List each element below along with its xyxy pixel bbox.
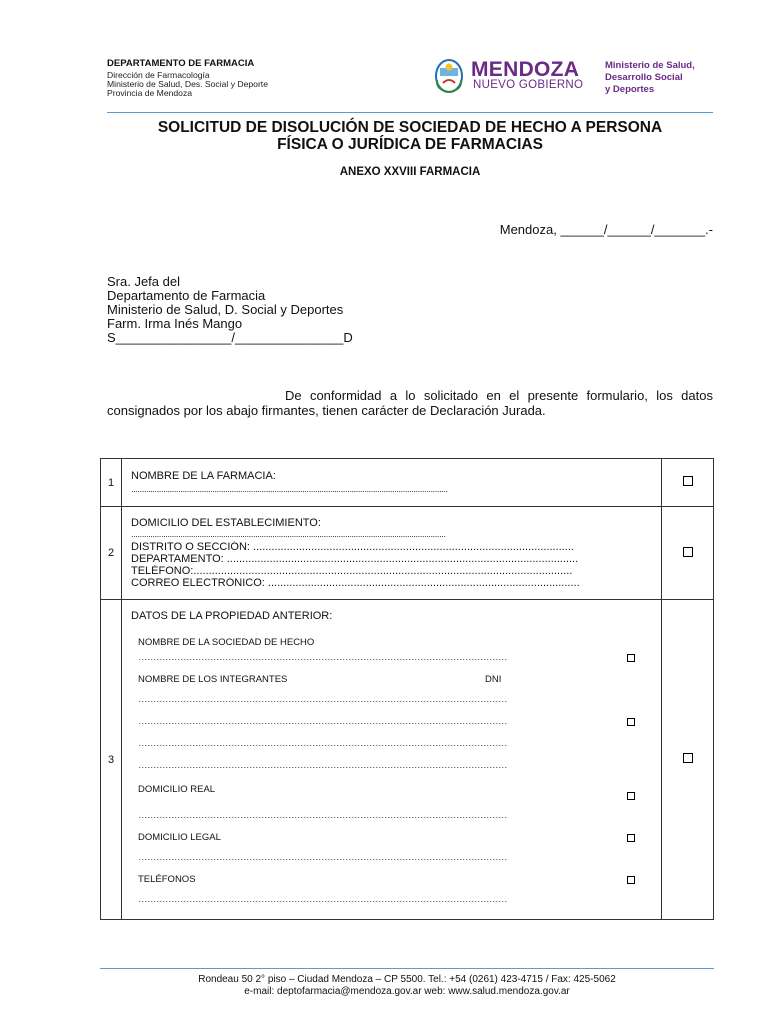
establishment-address-field[interactable]: ................................................................................................................................................... — [131, 529, 446, 540]
member-field-1[interactable]: …………………………………………………………………………………………………………… — [138, 694, 507, 705]
email-field[interactable]: CORREO ELECTRÓNICO: ...................................................................................................... — [131, 577, 580, 589]
section-check-cell — [662, 507, 714, 600]
society-name-label: NOMBRE DE LA SOCIEDAD DE HECHO — [138, 637, 315, 648]
addressee-line-3: Ministerio de Salud, D. Social y Deportes — [107, 302, 344, 317]
ministry-line-1: Ministerio de Salud, — [605, 60, 695, 71]
section-checkbox[interactable] — [683, 547, 693, 557]
real-address-label: DOMICILIO REAL — [138, 784, 216, 795]
member-field-3[interactable]: …………………………………………………………………………………………………………… — [138, 738, 507, 749]
section-number: 1 — [101, 459, 122, 507]
section-row-2 — [101, 507, 714, 600]
ministry-line-2: Desarrollo Social — [605, 72, 683, 83]
society-checkbox[interactable] — [627, 654, 635, 662]
dni-label: DNI — [485, 674, 502, 685]
section-content — [122, 507, 662, 600]
society-name-field[interactable]: …………………………………………………………………………………………………………… — [138, 652, 507, 663]
section-content — [122, 600, 662, 920]
phone-field[interactable]: TELÉFONO:............................................................................................................................ — [131, 565, 573, 577]
form-title-line-1: SOLICITUD DE DISOLUCIÓN DE SOCIEDAD DE HECHO A PERSONA — [157, 119, 663, 136]
form-table — [100, 458, 714, 920]
declaration-paragraph: De conformidad a lo solicitado en el presente formulario, los datos consignados por los abajo firmantes, tienen carácter de Declaración Jurada. — [107, 388, 713, 418]
brand-subtitle: NUEVO GOBIERNO — [473, 79, 584, 91]
pharmacy-name-label: NOMBRE DE LA FARMACIA: — [131, 470, 276, 482]
previous-property-label: DATOS DE LA PROPIEDAD ANTERIOR: — [131, 610, 333, 622]
addressee-line-5: S________________/_______________D — [107, 330, 353, 345]
section-number: 2 — [101, 507, 122, 600]
legal-address-label: DOMICILIO LEGAL — [138, 832, 221, 843]
department-heading: DEPARTAMENTO DE FARMACIA — [107, 58, 255, 69]
brand-name: MENDOZA — [471, 58, 580, 81]
footer-address: Rondeau 50 2° piso – Ciudad Mendoza – CP 5500. Tel.: +54 (0261) 423-4715 / Fax: 425-5062 — [198, 974, 616, 985]
phones-field[interactable]: …………………………………………………………………………………………………………… — [138, 894, 507, 905]
member-field-2[interactable]: …………………………………………………………………………………………………………… — [138, 716, 507, 727]
section-row-3 — [101, 600, 714, 920]
phones-checkbox[interactable] — [627, 876, 635, 884]
addressee-line-1: Sra. Jefa del — [107, 274, 180, 289]
legal-address-field[interactable]: …………………………………………………………………………………………………………… — [138, 852, 507, 863]
addressee-line-2: Departamento de Farmacia — [107, 288, 266, 303]
section-checkbox[interactable] — [683, 753, 693, 763]
footer-contact: e-mail: deptofarmacia@mendoza.gov.ar web: www.salud.mendoza.gov.ar — [244, 986, 570, 997]
annex-label: ANEXO XXVIII FARMACIA — [339, 166, 481, 178]
pharmacy-name-field[interactable]: .................................................................................................................................................... — [131, 484, 448, 495]
establishment-address-label: DOMICILIO DEL ESTABLECIMIENTO: — [131, 517, 321, 529]
section-number: 3 — [101, 600, 122, 920]
phones-label: TELÉFONOS — [138, 874, 196, 885]
header-line-2: Ministerio de Salud, Des. Social y Deporte — [107, 79, 268, 89]
section-row-1 — [101, 459, 714, 507]
section-check-cell — [662, 600, 714, 920]
members-checkbox[interactable] — [627, 718, 635, 726]
real-address-checkbox[interactable] — [627, 792, 635, 800]
members-label: NOMBRE DE LOS INTEGRANTES — [138, 674, 288, 685]
addressee-line-4: Farm. Irma Inés Mango — [107, 316, 243, 331]
date-line: Mendoza, ______/______/_______.- — [499, 222, 713, 237]
footer-divider — [100, 968, 714, 969]
ministry-name — [605, 60, 695, 96]
department-field[interactable]: DEPARTAMENTO: ................................................................................................................... — [131, 553, 579, 565]
real-address-field[interactable]: …………………………………………………………………………………………………………… — [138, 810, 507, 821]
header-line-3: Provincia de Mendoza — [107, 88, 193, 98]
section-check-cell — [662, 459, 714, 507]
member-field-4[interactable]: …………………………………………………………………………………………………………… — [138, 760, 507, 771]
mendoza-crest-icon — [434, 58, 464, 94]
ministry-line-3: y Deportes — [605, 84, 655, 95]
form-title-line-2: FÍSICA O JURÍDICA DE FARMACIAS — [277, 136, 543, 153]
section-checkbox[interactable] — [683, 476, 693, 486]
section-content — [122, 459, 662, 507]
header-line-1: Dirección de Farmacología — [107, 70, 210, 80]
header-divider — [107, 112, 713, 113]
legal-address-checkbox[interactable] — [627, 834, 635, 842]
district-field[interactable]: DISTRITO O SECCIÓN: ......................................................................................................... — [131, 541, 574, 553]
